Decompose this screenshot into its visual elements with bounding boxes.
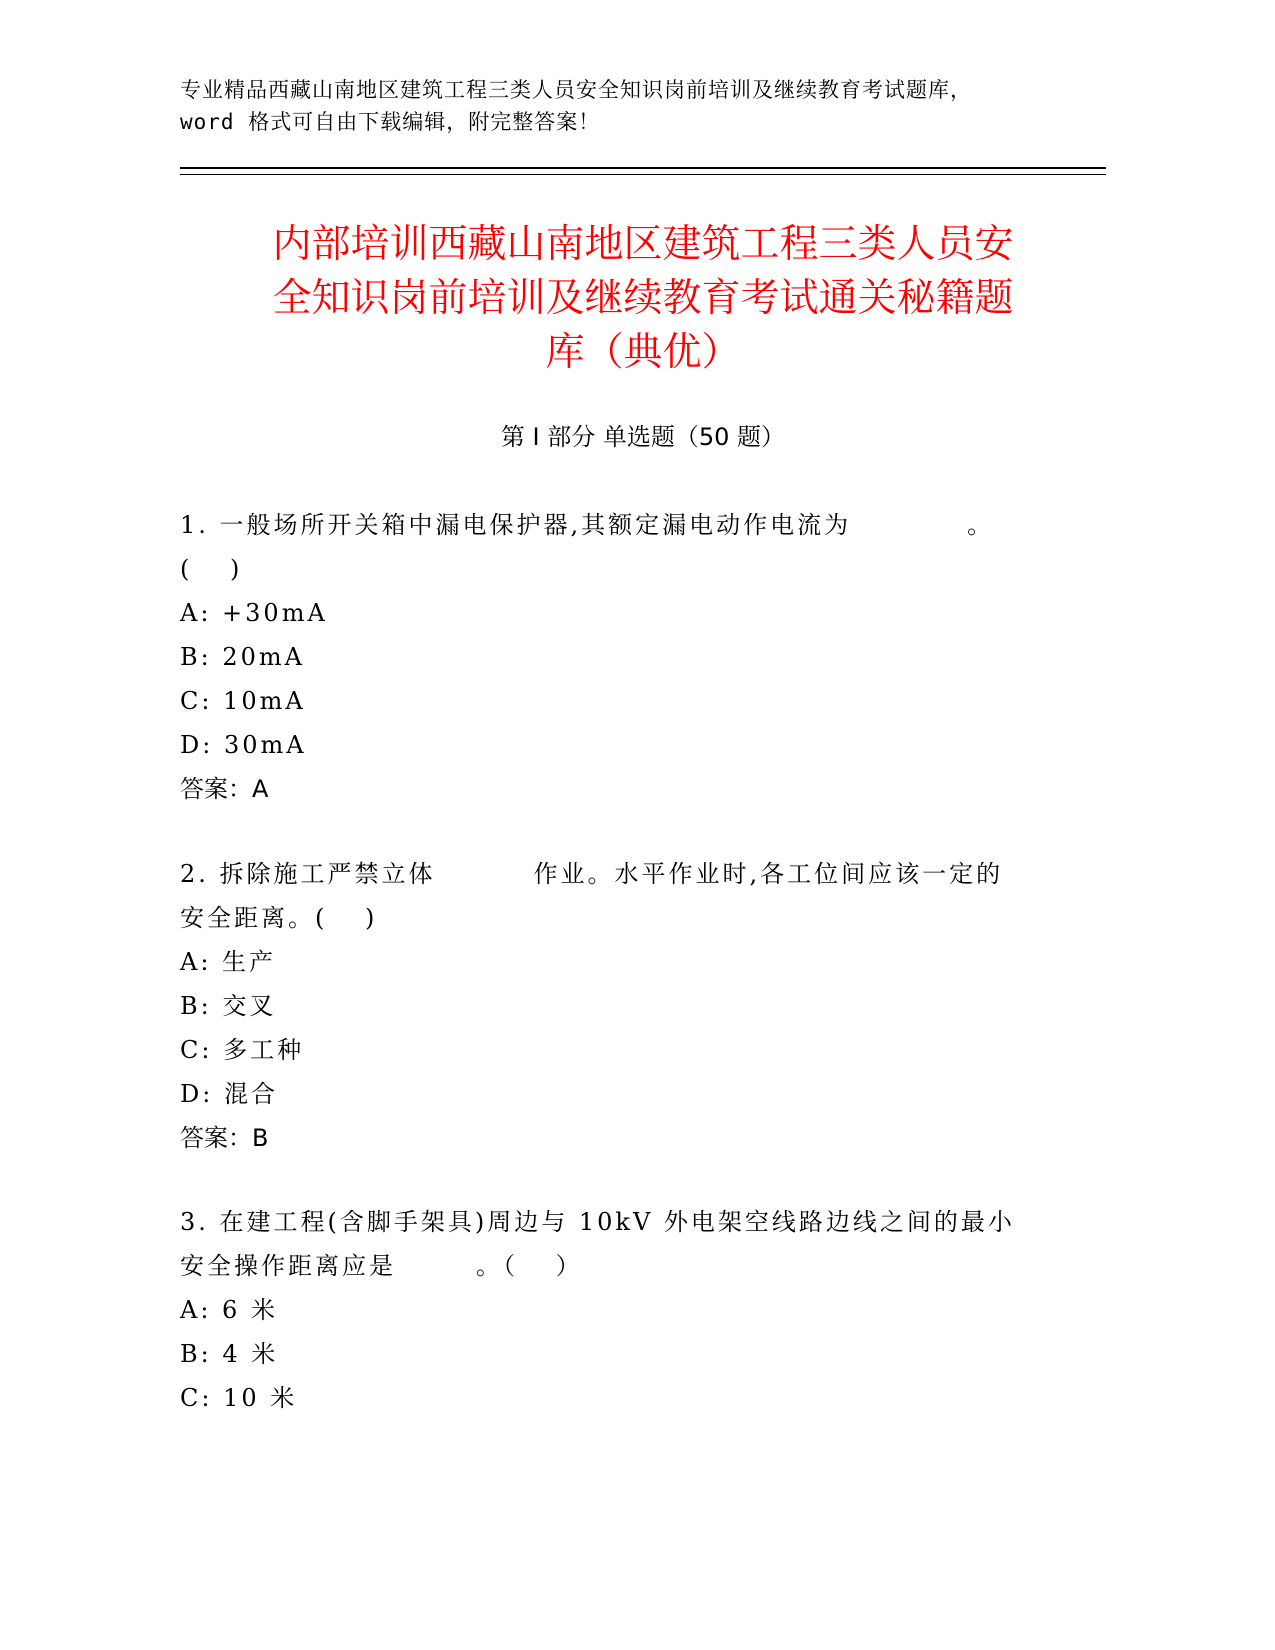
question-3: [180, 1200, 1106, 1420]
question-3-stem-line-1: 3. 在建工程(含脚手架具)周边与 10kV 外电架空线路边线之间的最小: [180, 1208, 1015, 1236]
question-1-option-b: B: 20mA: [180, 643, 305, 671]
question-3-stem-line-2: [180, 1244, 1106, 1288]
question-2-option-d: D: 混合: [180, 1080, 278, 1108]
question-1: [180, 503, 1106, 811]
question-1-option-d: D: 30mA: [180, 731, 307, 759]
document-title-line-3: 库（典优）: [545, 330, 741, 375]
question-2-stem-text: 2. 拆除施工严禁立体: [180, 860, 436, 888]
question-2-option-a: A: 生产: [180, 948, 277, 976]
question-1-stem-line-1: [180, 503, 1106, 547]
question-1-stem-line-2: ( ): [180, 555, 243, 583]
question-1-stem-text: 1. 一般场所开关箱中漏电保护器,其额定漏电动作电流为: [180, 511, 852, 539]
question-3-stem-text: 安全操作距离应是: [180, 1252, 396, 1280]
document-title-line-2: 全知识岗前培训及继续教育考试通关秘籍题: [272, 276, 1014, 321]
question-1-answer: 答案：A: [180, 775, 269, 803]
document-title: [180, 218, 1106, 380]
section-heading: 第 I 部分 单选题（50 题）: [500, 423, 786, 451]
question-1-stem-end: 。: [967, 511, 995, 539]
question-1-option-a: A: +30mA: [180, 599, 328, 627]
question-3-option-a: A: 6 米: [180, 1296, 278, 1324]
question-2-option-b: B: 交叉: [180, 992, 277, 1020]
question-2-answer: 答案：B: [180, 1124, 269, 1152]
header-note-line-1: 专业精品西藏山南地区建筑工程三类人员安全知识岗前培训及继续教育考试题库，: [180, 78, 972, 102]
header-note-line-2: word 格式可自由下载编辑，附完整答案！: [180, 110, 601, 134]
header-divider-thick: [180, 167, 1106, 169]
question-2-stem-end: 作业。水平作业时,各工位间应该一定的: [533, 860, 1004, 888]
question-3-stem-end: 。（ ）: [476, 1252, 583, 1280]
question-3-option-c: C: 10 米: [180, 1384, 298, 1412]
question-1-option-c: C: 10mA: [180, 687, 306, 715]
header-note: [180, 74, 1100, 138]
question-2: [180, 852, 1106, 1160]
header-divider-thin: [180, 174, 1106, 175]
document-title-line-1: 内部培训西藏山南地区建筑工程三类人员安: [272, 222, 1014, 267]
question-2-option-c: C: 多工种: [180, 1036, 305, 1064]
question-2-stem-line-2: 安全距离。( ): [180, 904, 378, 932]
question-3-option-b: B: 4 米: [180, 1340, 279, 1368]
question-2-stem-line-1: [180, 852, 1106, 896]
